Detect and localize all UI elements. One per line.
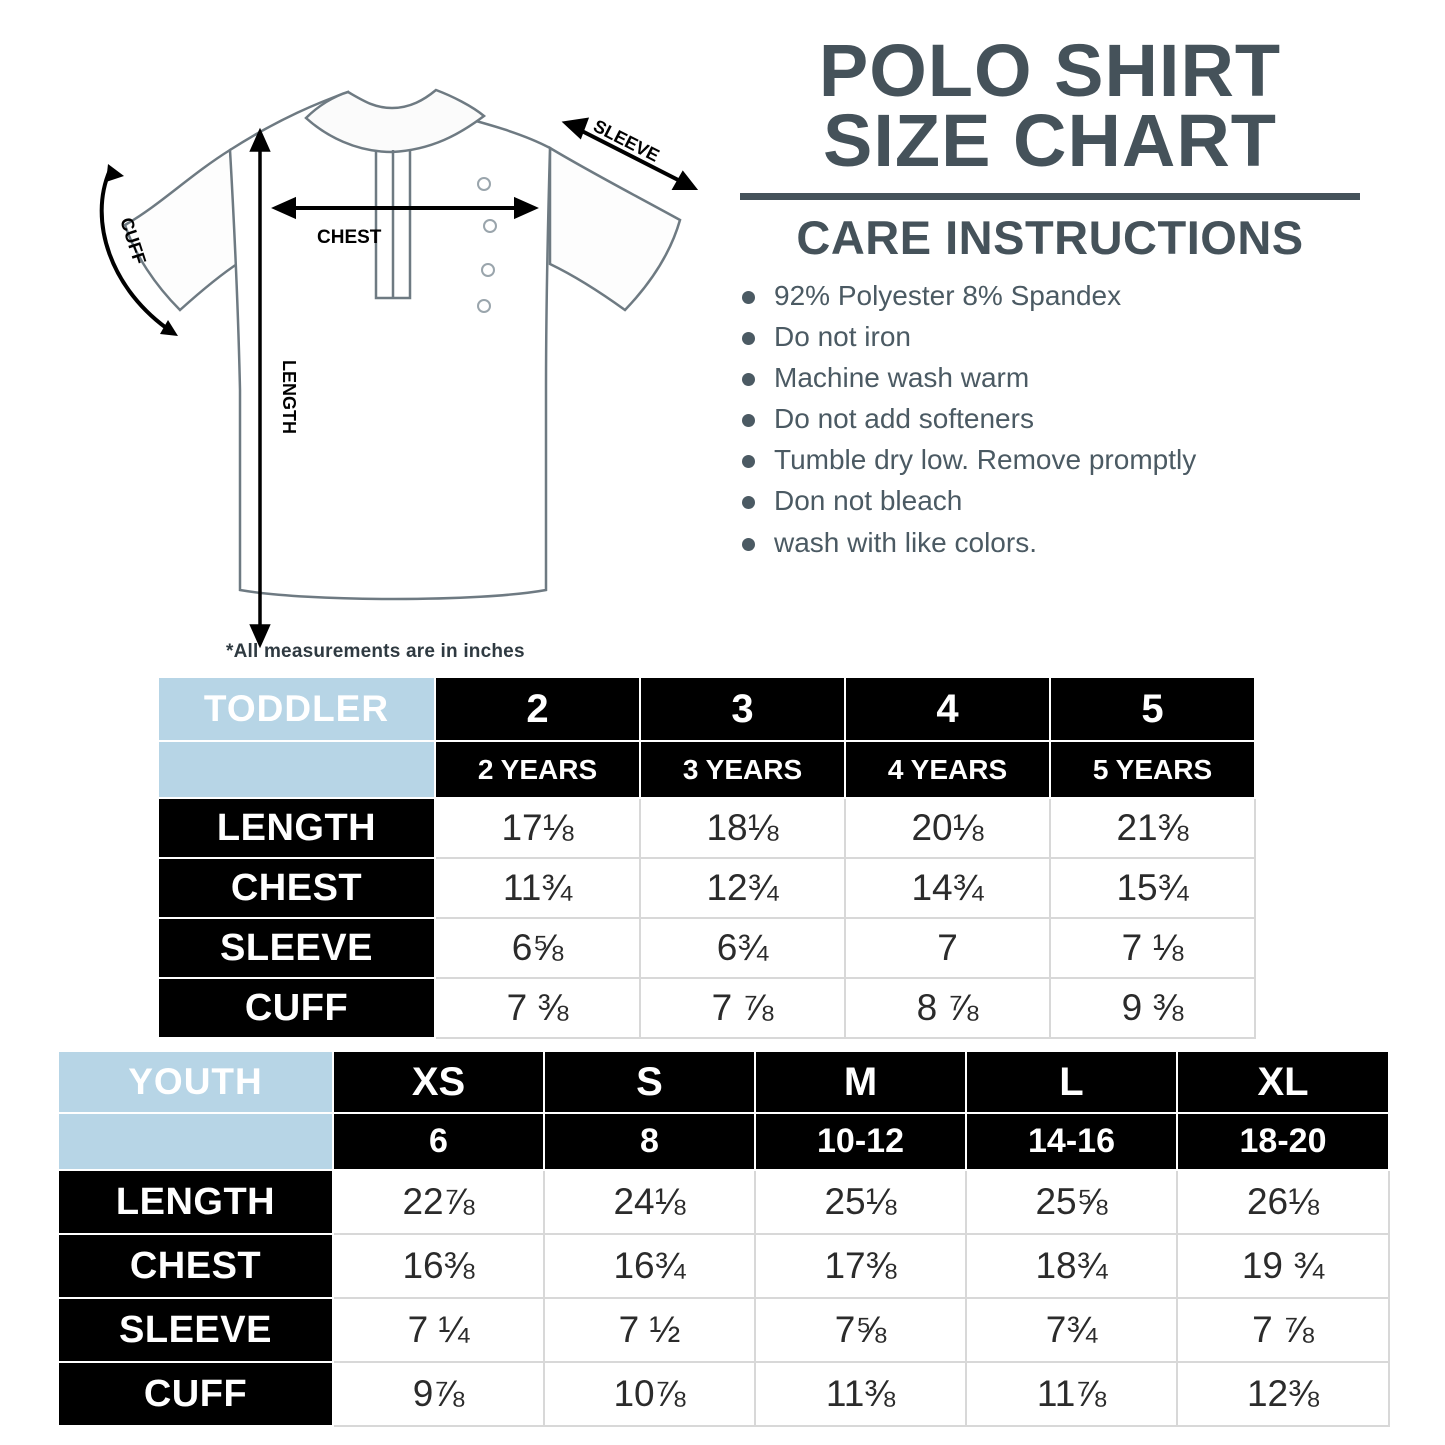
table-row [58,1362,1389,1426]
youth-chest-m: 17⅜ [755,1234,966,1298]
toddler-blank-cell [158,741,435,798]
youth-length-l: 25⅝ [966,1170,1177,1234]
toddler-age-0: 2 YEARS [435,741,640,798]
youth-sleeve-l: 7¾ [966,1298,1177,1362]
toddler-cuff-4: 8 ⅞ [845,978,1050,1038]
toddler-row-label-chest: CHEST [158,858,435,918]
toddler-cuff-3: 7 ⅞ [640,978,845,1038]
toddler-cuff-2: 7 ⅜ [435,978,640,1038]
table-row [158,677,1255,741]
header-column [700,29,1400,563]
table-row [158,858,1255,918]
youth-age-4: 18-20 [1177,1113,1389,1170]
cuff-label: CUFF [116,215,151,267]
toddler-chest-5: 15¾ [1050,858,1255,918]
toddler-age-2: 4 YEARS [845,741,1050,798]
chest-label: CHEST [317,227,382,248]
youth-sleeve-xl: 7 ⅞ [1177,1298,1389,1362]
youth-age-1: 8 [544,1113,755,1170]
toddler-size-3: 5 [1050,677,1255,741]
table-row [158,918,1255,978]
youth-length-xl: 26⅛ [1177,1170,1389,1234]
toddler-sleeve-2: 6⅝ [435,918,640,978]
length-label: LENGTH [279,360,299,434]
youth-size-table [57,1050,1390,1427]
youth-row-label-chest: CHEST [58,1234,333,1298]
youth-age-0: 6 [333,1113,544,1170]
youth-row-label-length: LENGTH [58,1170,333,1234]
list-item: Do not iron [730,316,1400,357]
sleeve-label: SLEEVE [590,115,663,166]
youth-age-3: 14-16 [966,1113,1177,1170]
youth-size-2: M [755,1051,966,1113]
youth-length-xs: 22⅞ [333,1170,544,1234]
toddler-age-1: 3 YEARS [640,741,845,798]
shirt-illustration [80,30,720,670]
toddler-length-2: 17⅛ [435,798,640,858]
youth-age-2: 10-12 [755,1113,966,1170]
list-item: Machine wash warm [730,357,1400,398]
youth-header-label: YOUTH [58,1051,333,1113]
care-instructions-list [700,275,1400,563]
youth-length-m: 25⅛ [755,1170,966,1234]
care-instructions-title: CARE INSTRUCTIONS [796,210,1304,264]
toddler-sleeve-5: 7 ⅛ [1050,918,1255,978]
youth-chest-s: 16¾ [544,1234,755,1298]
list-item: Do not add softeners [730,398,1400,439]
youth-row-label-cuff: CUFF [58,1362,333,1426]
measurement-note: *All measurements are in inches [226,641,525,662]
page-title-line1: POLO SHIRT [818,29,1282,112]
youth-length-s: 24⅛ [544,1170,755,1234]
polo-shirt-diagram [80,30,720,670]
youth-size-4: XL [1177,1051,1389,1113]
youth-cuff-s: 10⅞ [544,1362,755,1426]
toddler-sleeve-4: 7 [845,918,1050,978]
youth-size-0: XS [333,1051,544,1113]
youth-row-label-sleeve: SLEEVE [58,1298,333,1362]
youth-sleeve-m: 7⅝ [755,1298,966,1362]
toddler-size-0: 2 [435,677,640,741]
youth-cuff-xs: 9⅞ [333,1362,544,1426]
page-title [700,29,1400,183]
toddler-header-label: TODDLER [158,677,435,741]
title-divider [740,193,1360,200]
table-row [58,1170,1389,1234]
top-section [0,0,1445,668]
toddler-size-2: 4 [845,677,1050,741]
youth-cuff-m: 11⅜ [755,1362,966,1426]
table-row [58,1234,1389,1298]
list-item: 92% Polyester 8% Spandex [730,275,1400,316]
list-item: Don not bleach [730,480,1400,521]
toddler-row-label-length: LENGTH [158,798,435,858]
table-row [58,1051,1389,1113]
youth-sleeve-s: 7 ½ [544,1298,755,1362]
toddler-row-label-sleeve: SLEEVE [158,918,435,978]
toddler-row-label-cuff: CUFF [158,978,435,1038]
table-row [158,978,1255,1038]
toddler-size-table [157,676,1256,1039]
youth-cuff-xl: 12⅜ [1177,1362,1389,1426]
youth-size-1: S [544,1051,755,1113]
youth-chest-xs: 16⅜ [333,1234,544,1298]
toddler-cuff-5: 9 ⅜ [1050,978,1255,1038]
table-row [58,1113,1389,1170]
youth-sleeve-xs: 7 ¼ [333,1298,544,1362]
toddler-length-4: 20⅛ [845,798,1050,858]
table-row [58,1298,1389,1362]
toddler-sleeve-3: 6¾ [640,918,845,978]
toddler-length-3: 18⅛ [640,798,845,858]
list-item: wash with like colors. [730,522,1400,563]
list-item: Tumble dry low. Remove promptly [730,439,1400,480]
toddler-age-3: 5 YEARS [1050,741,1255,798]
youth-size-3: L [966,1051,1177,1113]
youth-chest-xl: 19 ¾ [1177,1234,1389,1298]
table-row [158,741,1255,798]
toddler-length-5: 21⅜ [1050,798,1255,858]
toddler-chest-4: 14¾ [845,858,1050,918]
toddler-chest-2: 11¾ [435,858,640,918]
toddler-size-1: 3 [640,677,845,741]
youth-chest-l: 18¾ [966,1234,1177,1298]
youth-cuff-l: 11⅞ [966,1362,1177,1426]
page-title-line2: SIZE CHART [823,99,1277,183]
toddler-chest-3: 12¾ [640,858,845,918]
table-row [158,798,1255,858]
youth-blank-cell [58,1113,333,1170]
